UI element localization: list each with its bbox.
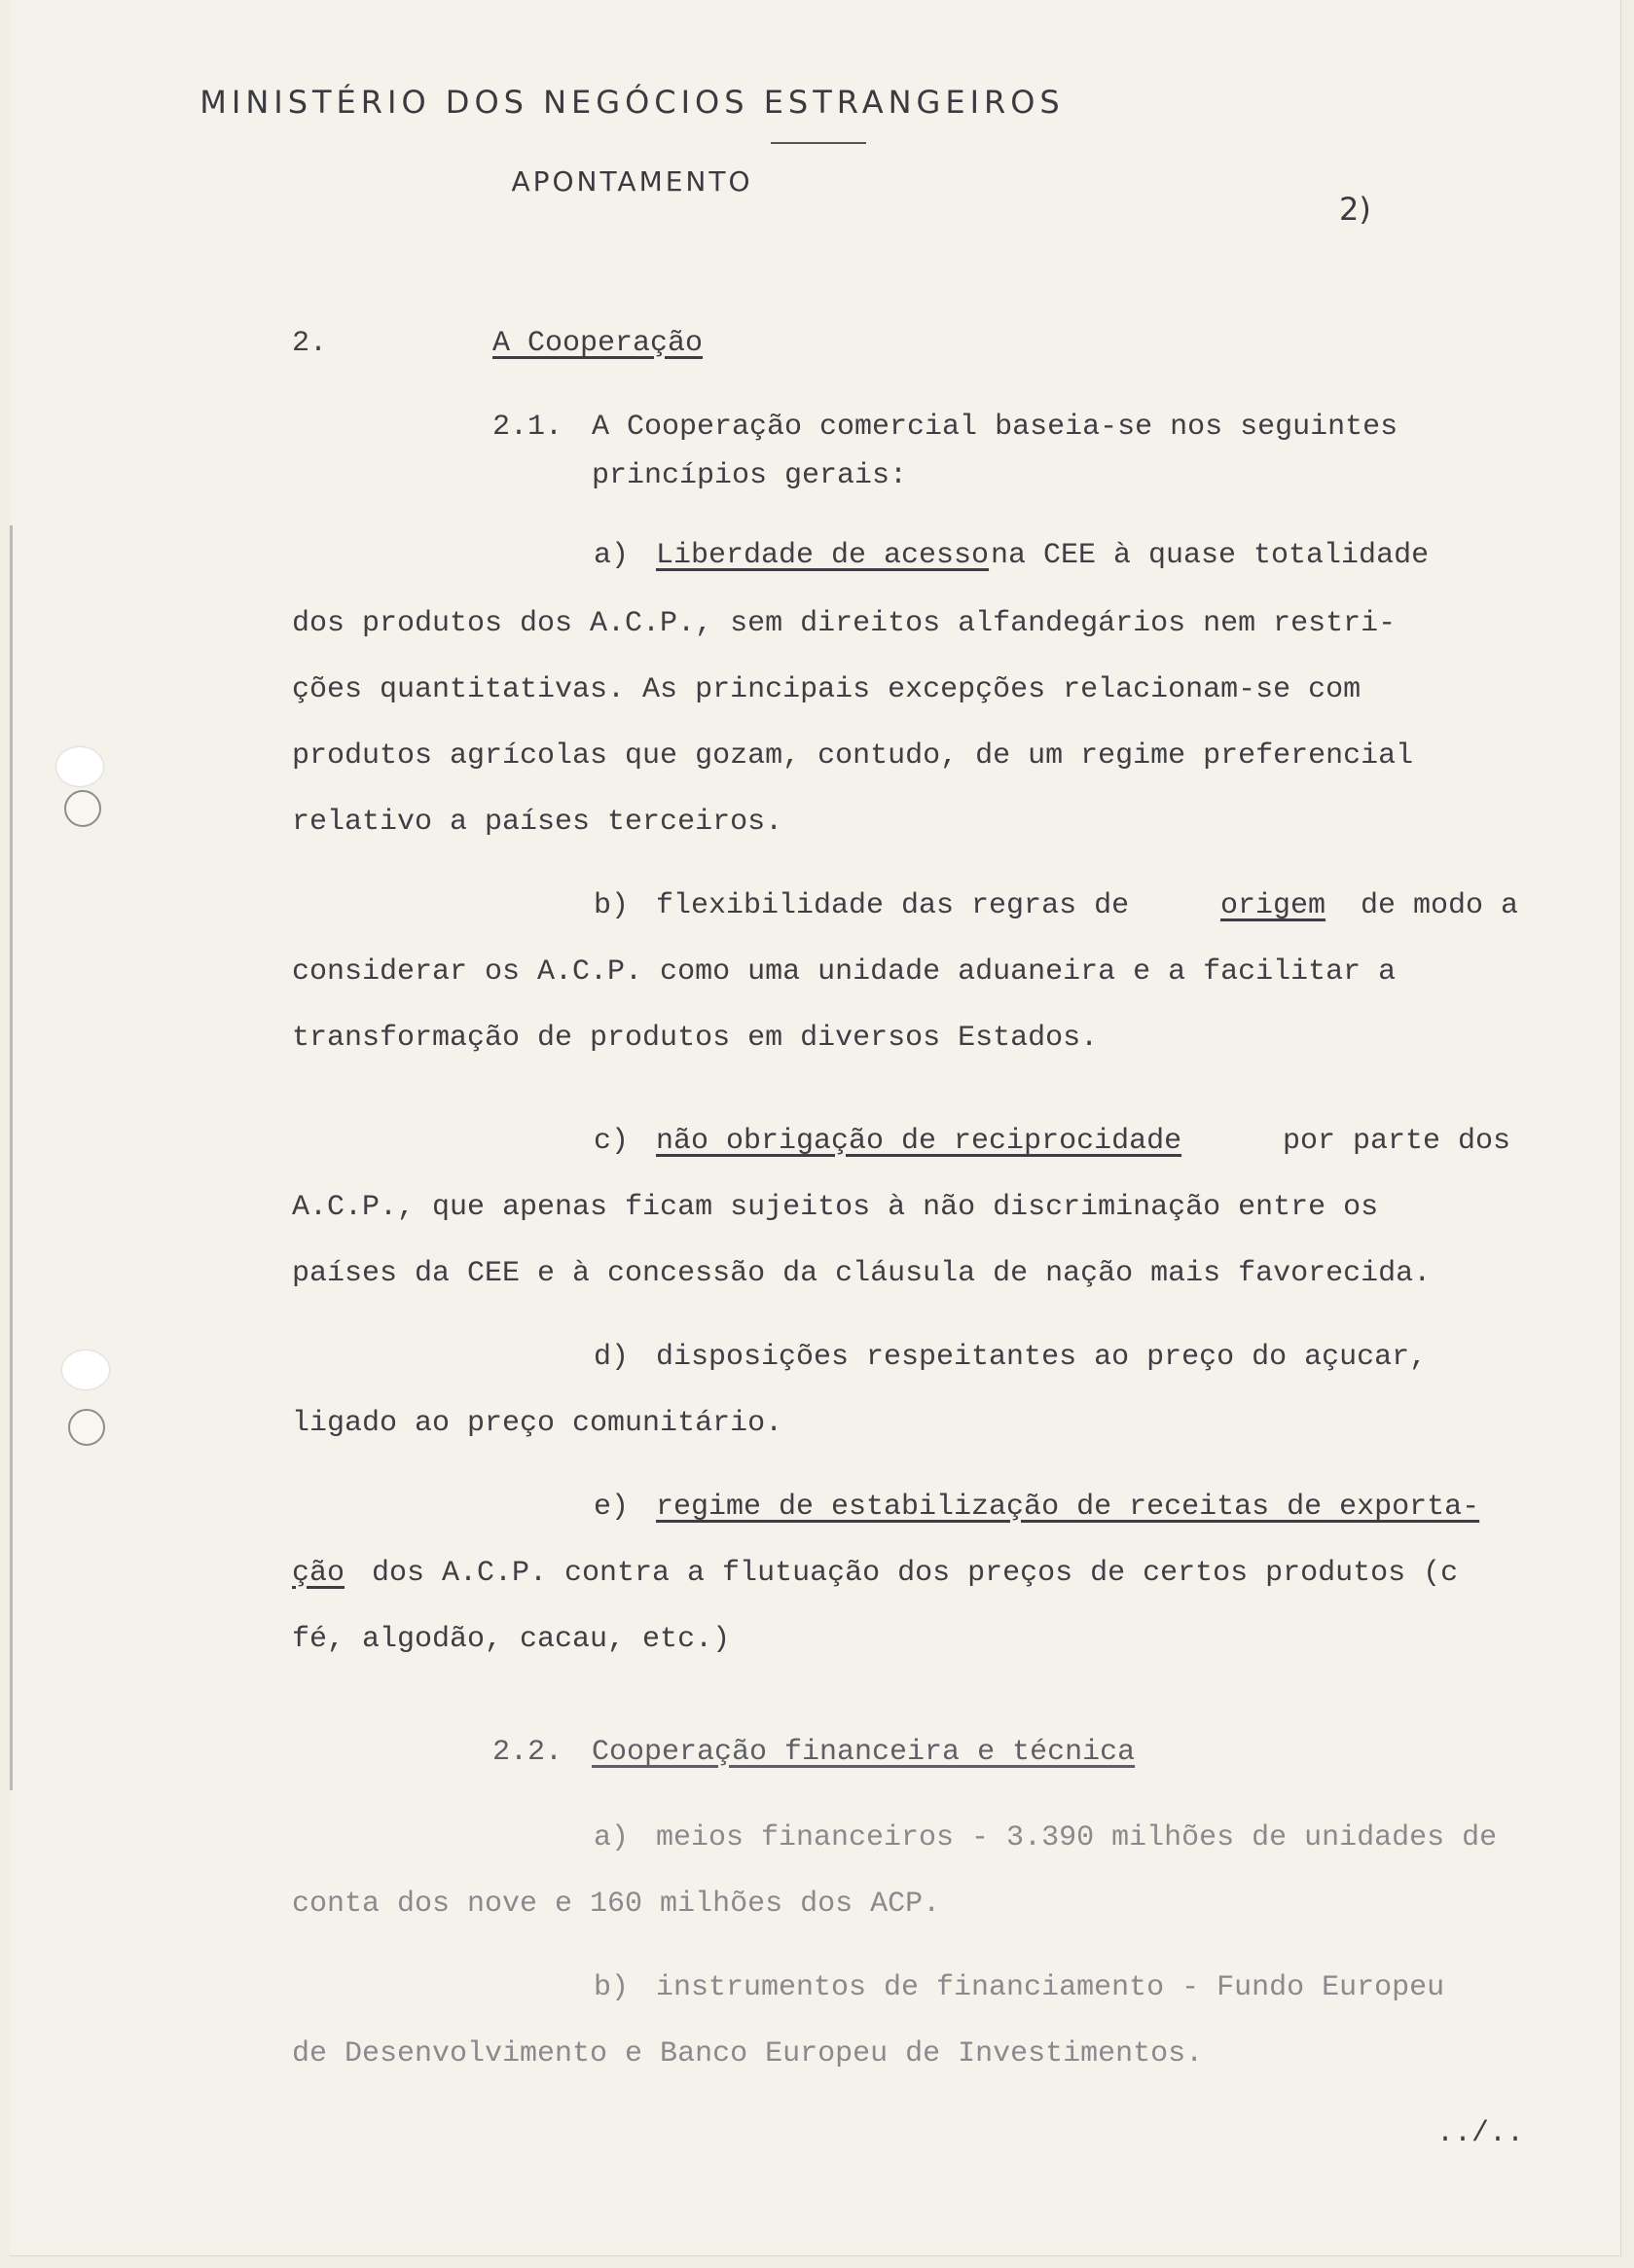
paragraph-line: conta dos nove e 160 milhões dos ACP. <box>292 1888 941 1921</box>
underlined-term: não obrigação de reciprocidade <box>656 1125 1182 1158</box>
binding-edge <box>10 525 13 1790</box>
paragraph-line: relativo a países terceiros. <box>292 806 783 839</box>
paragraph-line: disposições respeitantes ao preço do açucar, <box>656 1341 1428 1374</box>
paragraph-line: flexibilidade das regras de <box>656 889 1130 922</box>
paragraph-line: produtos agrícolas que gozam, contudo, de um regime preferencial <box>292 739 1414 773</box>
paragraph-line: por parte dos <box>1283 1125 1511 1158</box>
header-rule <box>771 142 866 144</box>
hole-reinforcement-bottom <box>62 1350 109 1389</box>
paragraph-line: meios financeiros - 3.390 milhões de unidades de <box>656 1821 1498 1854</box>
underlined-term: regime de estabilização de receitas de exporta- <box>656 1491 1480 1524</box>
item-label: a) <box>594 539 630 572</box>
paragraph-line: instrumentos de financiamento - Fundo Europeu <box>656 1971 1445 2004</box>
paragraph-line: dos produtos dos A.C.P., sem direitos alfandegários nem restri- <box>292 607 1397 640</box>
hole-reinforcement-top <box>56 747 103 786</box>
paragraph-line: A Cooperação comercial baseia-se nos seguintes <box>592 411 1398 444</box>
paragraph-line: na CEE à quase totalidade <box>991 539 1430 572</box>
subsection-number: 2.2. <box>492 1736 563 1769</box>
paragraph-line: ções quantitativas. As principais excepções relacionam-se com <box>292 673 1362 706</box>
paragraph-line: países da CEE e à concessão da cláusula de nação mais favorecida. <box>292 1257 1432 1290</box>
punch-hole-bottom <box>68 1409 105 1446</box>
subsection-title: Cooperação financeira e técnica <box>592 1736 1136 1769</box>
paragraph-line: fé, algodão, cacau, etc.) <box>292 1623 731 1656</box>
continuation-mark: ../.. <box>1436 2117 1525 2150</box>
punch-hole-top <box>64 790 101 827</box>
section-title: A Cooperação <box>492 327 704 360</box>
paragraph-line: considerar os A.C.P. como uma unidade aduaneira e a facilitar a <box>292 955 1397 989</box>
section-number: 2. <box>292 327 328 360</box>
underlined-term: origem <box>1220 889 1326 922</box>
paragraph-line: ligado ao preço comunitário. <box>292 1407 783 1440</box>
paragraph-line: transformação de produtos em diversos Estados. <box>292 1022 1099 1055</box>
paragraph-line: A.C.P., que apenas ficam sujeitos à não discriminação entre os <box>292 1191 1379 1224</box>
item-label: b) <box>594 889 630 922</box>
document-type: APONTAMENTO <box>511 165 753 198</box>
item-label: c) <box>594 1125 630 1158</box>
paragraph-line: princípios gerais: <box>592 459 908 492</box>
subsection-number: 2.1. <box>492 411 563 444</box>
underlined-term: Liberdade de acesso <box>656 539 990 572</box>
underlined-term: ção <box>292 1557 345 1590</box>
paragraph-line: de modo a <box>1361 889 1519 922</box>
item-label: e) <box>594 1491 630 1524</box>
item-label: b) <box>594 1971 630 2004</box>
item-label: a) <box>594 1821 630 1854</box>
item-label: d) <box>594 1341 630 1374</box>
paragraph-line: dos A.C.P. contra a flutuação dos preços de certos produtos (c <box>372 1557 1459 1590</box>
page-number: 2) <box>1339 191 1371 228</box>
paragraph-line: de Desenvolvimento e Banco Europeu de Investimentos. <box>292 2037 1204 2070</box>
ministry-heading: MINISTÉRIO DOS NEGÓCIOS ESTRANGEIROS <box>200 84 1065 121</box>
